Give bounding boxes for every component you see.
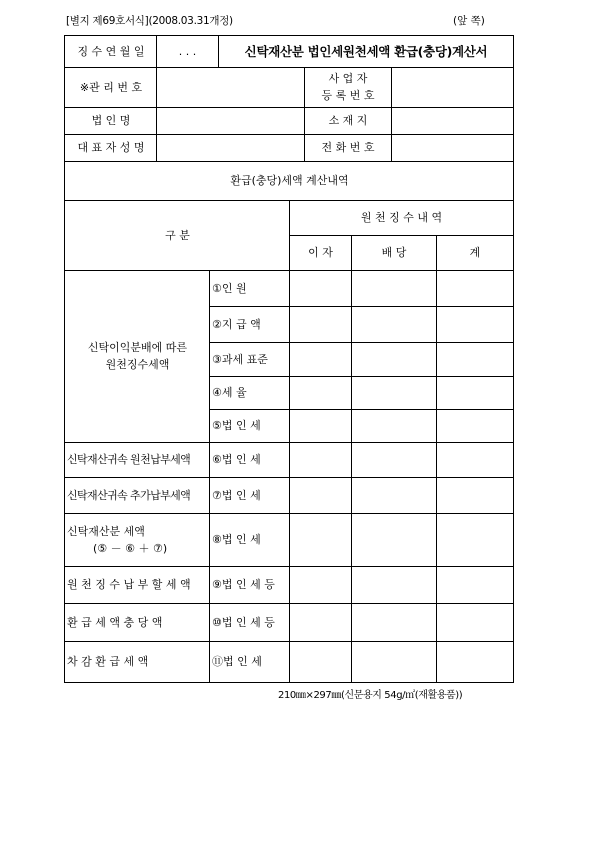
total-value-cell[interactable] xyxy=(437,343,513,376)
row-label-10: 환 급 세 액 충 당 액 xyxy=(67,615,163,629)
business-registration-label xyxy=(305,67,391,107)
interest-value-cell[interactable] xyxy=(290,443,351,477)
item-label-3: ③과세 표준 xyxy=(212,352,268,366)
total-value-cell[interactable] xyxy=(437,443,513,477)
business-registration-label-line1: 사 업 자 xyxy=(328,72,368,85)
trust-distribution-label-line2: 원천징수세액 xyxy=(105,358,170,371)
row-label-8-line1: 신탁재산분 세액 xyxy=(67,524,145,538)
item-label-1: ①인 원 xyxy=(212,281,247,295)
phone-field[interactable] xyxy=(392,135,513,161)
total-value-cell[interactable] xyxy=(437,604,513,641)
total-value-cell[interactable] xyxy=(437,514,513,566)
business-registration-label-line2: 등 록 번 호 xyxy=(321,89,375,102)
total-value-cell[interactable] xyxy=(437,478,513,513)
item-label-4: ④세 율 xyxy=(212,386,247,399)
dividend-value-cell[interactable] xyxy=(352,567,436,603)
total-value-cell[interactable] xyxy=(437,410,513,442)
interest-value-cell[interactable] xyxy=(290,377,351,409)
total-value-cell[interactable] xyxy=(437,377,513,409)
document-title: 신탁재산분 법인세원천세액 환급(충당)계산서 xyxy=(244,44,488,59)
category-header: 구 분 xyxy=(165,228,190,242)
item-label-2: ②지 급 액 xyxy=(212,317,261,331)
location-field[interactable] xyxy=(392,108,513,134)
representative-name-label: 대 표 자 성 명 xyxy=(77,141,145,154)
collection-date-label: 징 수 연 월 일 xyxy=(77,45,145,58)
dividend-value-cell[interactable] xyxy=(352,642,436,682)
item-label-9: ⑨법 인 세 등 xyxy=(212,578,275,591)
row-label-7: 신탁재산귀속 추가납부세액 xyxy=(67,488,191,502)
page-side-label: (앞 쪽) xyxy=(453,15,485,27)
row-label-9: 원 천 징 수 납 부 할 세 액 xyxy=(67,578,191,591)
trust-distribution-label-line1: 신탁이익분배에 따른 xyxy=(87,341,188,354)
dividend-value-cell[interactable] xyxy=(352,307,436,342)
corporation-name-field[interactable] xyxy=(157,108,304,134)
withholding-header: 원 천 징 수 내 역 xyxy=(360,211,443,224)
location-label: 소 재 지 xyxy=(328,114,368,127)
row-label-8-line2: (⑤ － ⑥ ＋ ⑦) xyxy=(93,541,168,555)
row-label-11: 차 감 환 급 세 액 xyxy=(67,655,149,668)
dividend-value-cell[interactable] xyxy=(352,443,436,477)
phone-label: 전 화 번 호 xyxy=(321,141,375,154)
total-value-cell[interactable] xyxy=(437,271,513,306)
interest-value-cell[interactable] xyxy=(290,478,351,513)
dividend-value-cell[interactable] xyxy=(352,377,436,409)
collection-date-field[interactable]: . . . xyxy=(178,45,197,58)
total-value-cell[interactable] xyxy=(437,642,513,682)
management-number-label: ※관 리 번 호 xyxy=(79,80,143,94)
interest-value-cell[interactable] xyxy=(290,307,351,342)
item-label-5: ⑤법 인 세 xyxy=(212,419,261,432)
representative-name-field[interactable] xyxy=(157,135,304,161)
item-label-10: ⑩법 인 세 등 xyxy=(212,615,275,629)
col-divider xyxy=(209,270,210,682)
row-label-8 xyxy=(67,513,209,566)
total-value-cell[interactable] xyxy=(437,307,513,342)
business-registration-field[interactable] xyxy=(392,68,513,107)
corporation-name-label: 법 인 명 xyxy=(91,114,131,127)
dividend-value-cell[interactable] xyxy=(352,271,436,306)
dividend-value-cell[interactable] xyxy=(352,514,436,566)
interest-value-cell[interactable] xyxy=(290,567,351,603)
interest-value-cell[interactable] xyxy=(290,410,351,442)
paper-spec-footer: 210㎜×297㎜(신문용지 54g/㎡(재활용품)) xyxy=(278,690,463,701)
dividend-value-cell[interactable] xyxy=(352,478,436,513)
interest-value-cell[interactable] xyxy=(290,514,351,566)
interest-value-cell[interactable] xyxy=(290,271,351,306)
item-label-11: ⑪법 인 세 xyxy=(212,655,262,668)
dividend-value-cell[interactable] xyxy=(352,343,436,376)
item-label-8: ⑧법 인 세 xyxy=(212,533,261,546)
dividend-header: 배 당 xyxy=(381,246,407,259)
row-label-6: 신탁재산귀속 원천납부세액 xyxy=(67,453,191,466)
management-number-field[interactable] xyxy=(157,68,304,107)
form-number-label: [별지 제69호서식](2008.03.31개정) xyxy=(66,15,233,27)
section-title: 환급(충당)세액 계산내역 xyxy=(230,174,349,187)
trust-distribution-group-label xyxy=(66,270,209,442)
interest-value-cell[interactable] xyxy=(290,604,351,641)
item-label-7: ⑦법 인 세 xyxy=(212,488,261,502)
interest-value-cell[interactable] xyxy=(290,642,351,682)
interest-header: 이 자 xyxy=(308,246,333,259)
item-label-6: ⑥법 인 세 xyxy=(212,453,261,466)
interest-value-cell[interactable] xyxy=(290,343,351,376)
dividend-value-cell[interactable] xyxy=(352,410,436,442)
dividend-value-cell[interactable] xyxy=(352,604,436,641)
total-value-cell[interactable] xyxy=(437,567,513,603)
total-header: 계 xyxy=(469,246,481,259)
